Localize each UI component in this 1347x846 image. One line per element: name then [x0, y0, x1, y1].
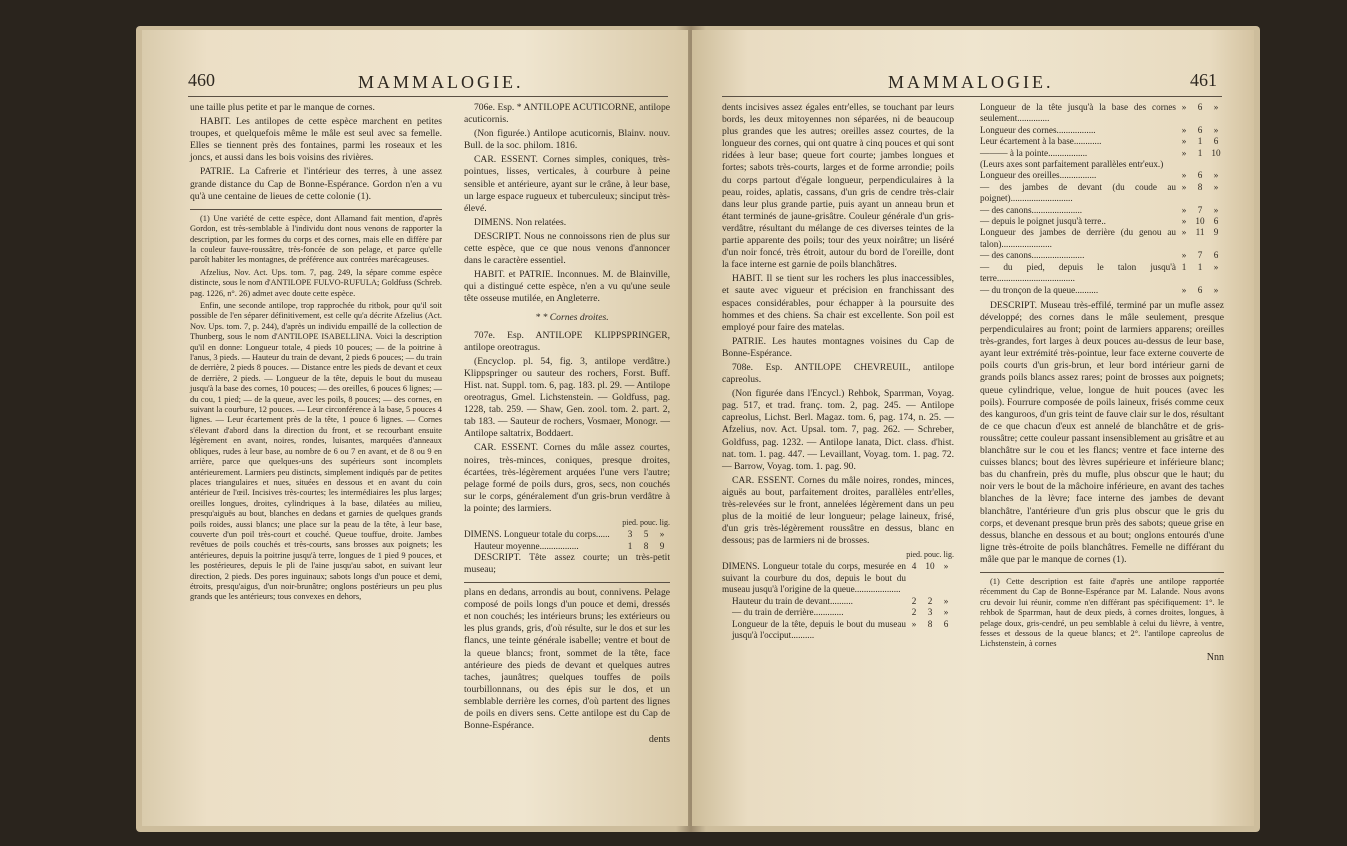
signature-mark: Nnn: [1206, 651, 1224, 663]
left-page: [142, 30, 688, 826]
species-heading: 707e. Esp. ANTILOPE KLIPPSPRINGER, antilope oreotragus.: [464, 329, 670, 353]
paragraph-descript: DESCRIPT. Nous ne connoissons rien de plus sur cette espèce, que ce que nous venons d'annoncer dans le caractère essentiel.: [464, 230, 670, 267]
paragraph-car-essent: CAR. ESSENT. Cornes simples, coniques, très-pointues, lisses, verticales, à courbure à peine sensible et antérieure, ayant sur le crâne, à leur base, un large espace rugueux et tuberculeux; sinciput très-élevé.: [464, 154, 670, 214]
right-page: [692, 30, 1254, 826]
table-row: Longueur de la tête, depuis le bout du museau jusqu'à l'occiput.......... » 8 6: [732, 618, 949, 640]
paragraph-car-essent: CAR. ESSENT. Cornes du mâle assez courtes, noires, très-minces, coniques, presque droites, écartées, très-légèrement arquées l'une vers l'autre; pelage formé de poils durs, gros, secs, non couchés sur le corps, généralement d'un gris-brun verdâtre à la pointe; des larmiers.: [464, 442, 670, 514]
left-running-head: MAMMALOGIE.: [358, 72, 524, 92]
paragraph-dimens: DIMENS. Non relatées.: [474, 216, 567, 228]
footnote: (1) Cette description est faite d'après une antilope rapportée récemment du Cap de Bonne-Espérance par M. Lalande. Nous avons cru devoir lui réunir, comme n'en différant pas spécifiquement: 1°. le rehbok de Sparrman, haut de deux pieds, à cornes droites, longues, à pelage doux, gris-cendré, un peu semblable à celui du lièvre, à ventre, fesses et dessous de la queue blancs; et 2°. l'antilope capreolus de Lichstenstein, à cornes: [980, 576, 1224, 649]
footnote: (1) Une variété de cette espèce, dont Allamand fait mention, d'après Gordon, est très-semblable à l'individu dont nous venons de rapporter la description, par les formes du corps et des cornes, mais elle en diffère par la couleur fauve-roussâtre, très-foncée de son pelage, et parce qu'elle paroît habiter les montagnes, de préférence aux contrées marécageuses.: [190, 213, 442, 265]
paragraph-habit: HABIT. Les antilopes de cette espèce marchent en petites troupes, et quelquefois même le mâle est seul avec sa femelle. Elles se tiennent près des fontaines, parmi les roseaux et les joncs, et aussi dans les bois voisins des rivières.: [190, 116, 442, 164]
footnote: Afzelius, Nov. Act. Ups. tom. 7, pag. 249, la sépare comme espèce distincte, sous le nom d'ANTILOPE FULVO-RUFULA; Goldfuss (Schreb. pag. 1226, n°. 26) admet avec doute cette espèce.: [190, 267, 442, 298]
right-page-number: 461: [1190, 70, 1217, 90]
synonymy: (Encyclop. pl. 54, fig. 3, antilope verdâtre.) Klippspringer ou sauteur des rochers, Forst. Buff. Hist. nat. Suppl. tom. 6, pag. 183. pl. 29. — Antilope oreotragus, Gmel. Lichstenstein. — Goldfuss, pag. 1228, tab. 259. — Shaw, Gen. zool. tom. 2. part. 2, tab 183. — Sauteur de rochers, Vosmaer, Monogr. — Antilope saltatrix, Boddaert.: [464, 355, 670, 440]
table-row: — des canons...................... » 7 »: [980, 204, 1219, 215]
section-title: * * Cornes droites.: [535, 311, 609, 323]
footnote-rule: [190, 209, 442, 210]
species-heading: 708e. Esp. ANTILOPE CHEVREUIL, antilope capreolus.: [722, 361, 954, 386]
table-row: Longueur des cornes................. » 6 »: [980, 124, 1219, 135]
footnote-rule: [980, 572, 1224, 573]
paragraph-habit: HABIT. et PATRIE. Inconnues. M. de Blainville, qui a distingué cette espèce, n'en a vu qu'une seule tête osseuse mutilée, en Angleterre.: [464, 269, 670, 305]
open-book: [136, 26, 1260, 832]
table-row: Leur écartement à la base............ » 1 6: [980, 136, 1219, 147]
table-row: — du pied, depuis le talon jusqu'à terre.................................. 1 1 »: [980, 261, 1219, 284]
table-row: Hauteur du train de devant.......... 2 2 »: [732, 595, 949, 606]
left-head-rule: [188, 96, 668, 97]
table-row: Longueur des oreilles................ » 6 »: [980, 170, 1219, 181]
table-row: (Leurs axes sont parfaitement parallèles entr'eux.): [980, 159, 1164, 170]
paragraph-descript: DESCRIPT. Museau très-effilé, terminé par un mufle assez développé; des cornes dans le mâle seulement, presque perpendiculaires au front; point de larmiers apparens; oreilles très-grandes, fort larges à deux pouces au-dessus de leur base, ayant leur extrémité très-pointue, leur face externe couverte de poils courts d'un gris-brun, et leur bord intérieur garni de grands poils blancs assez rares; point de brosses aux poignets; queue cylindrique, velue, longue de huit pouces (avec les poils). Fourrure composée de poils laineux, frisés comme ceux des kanguroos, d'un gris teint de fauve clair sur le dos, résultant de ce que chacun d'eux est annelé de blanchâtre et de gris-roussâtre; cette couleur passant insensiblement au grisâtre et au blanchâtre sur le cou et les flancs; ventre et face interne des cuisses blancs; bout des lèvres supérieure et inférieure blanc; bas du chanfrein, près du mufle, plus obscur que le haut; du noir vers le bout de la mâchoire inférieure, en avant des taches blanches de la lèvre; face interne des jambes de devant blanchâtre, l'antérieure d'un gris plus obscur que le gris du corps, et devenant presque brun près des sabots; queue grise en dessus, blanche en dessous et au bout; onglons entourés d'une ligne très-étroite de poils blanchâtres. Femelle ne différant du mâle que par le manque de cornes (1).: [980, 299, 1224, 565]
catchword: dents: [648, 734, 670, 746]
dimension-table: [464, 529, 670, 552]
table-row: DIMENS. Longueur totale du corps...... 3 5 »: [464, 529, 665, 540]
table-row: — des canons....................... » 7 6: [980, 250, 1219, 261]
table-row: DIMENS. Longueur totale du corps, mesurée en suivant la courbure du dos, depuis le bout du museau jusqu'à l'origine de la queue.................... 4 10 »: [722, 561, 949, 595]
species-heading: 706e. Esp. * ANTILOPE ACUTICORNE, antilope acuticornis.: [464, 102, 670, 126]
table-row: Longueur de la tête jusqu'à la base des cornes seulement.............. » 6 »: [980, 102, 1219, 124]
table-row: — depuis le poignet jusqu'à terre.. » 10 6: [980, 216, 1219, 227]
footnote: Enfin, une seconde antilope, trop rapprochée du ritbok, pour qu'il soit possible de l'en séparer définitivement, est celle qu'a décrite Afzelius (Act. Nov. Ups. tom. 7, p. 244), d'après un individu empaillé de la collection de Thunberg, sous le nom d'ANTILOPE ISABELLINA. Voici la description qu'il en donne: Longueur totale, 4 pieds 10 pouces; — de la poitrine à l'anus, 3 pieds. — Hauteur du train de devant, 2 pieds 6 pouces; — du train de derrière, 2 pieds 8 pouces. — Distance entre les pieds de devant et ceux de derrière, 2 pieds. — Longueur de la tête, depuis le bout du museau jusqu'à la base des cornes, 10 pouces; — des oreilles, 6 pouces 6 lignes; — du cou, 1 pied; — de la queue, avec les poils, 8 pouces; — des cornes, en suivant la courbure, 12 pouces. — Leur circonférence à la base, 5 pouces 4 lignes. — Leur écartement près de la tête, 1 pouce 6 lignes. — Cornes s'élevant d'abord dans la direction du front, et se recourbant ensuite légèrement en avant, noires, rondes, luisantes, marquées d'anneaux obliques, rudes à leur base, au nombre de 6 ou 7 en avant, et de 8 ou 9 en arrière, parce que quelques-uns des supérieurs sont incomplets antérieurement. Larmiers peu distincts, simplement indiqués par de petites places triangulaires et nues, situées en dessous et en avant du coin antérieur de l'œil. Incisives très-courtes; les intermédiaires les plus larges; oreilles longues, droites, cylindriques à la base, dilatées au milieu, presqu'aiguës au bout, blanches en dedans et garnies de quelques grands poils roides, aussi blancs; une place sur la peau de la tête, à leur base, couverte d'un poil très-court et couché. Queue touffue, droite. Jambes revêtues de poils couchés et très-courts, sans brosses aux poignets; les antérieures, depuis la poitrine jusqu'à terre, longues de 1 pied 9 pouces, et les postérieures, depuis le pli de l'aine jusqu'au sabot, en suivant leur direction, 2 pieds. Des pores inguinaux; sabots longs d'un pouce et demi, étroits, presqu'aigus, d'un noir-brunâtre; onglons postérieurs un peu plus grands que les antérieurs; tous convexes en dehors,: [190, 301, 442, 602]
left-column-2: [464, 102, 670, 746]
paragraph-descript: DESCRIPT. Tête assez courte; un très-petit museau;: [464, 551, 670, 575]
table-row: Longueur des jambes de derrière (du genou au talon)...................... » 11 9: [980, 227, 1219, 249]
right-head-rule: [722, 96, 1222, 97]
paragraph-continued: dents incisives assez égales entr'elles, se touchant par leurs bords, les deux mitoyennes non séparées, ni de beaucoup plus grandes que les autres; oreilles assez courtes, de la longueur des cornes, qui ont quatre à cinq pouces et qui sont ridées à leur base; queue fort courte; jambes longues et fortes; sabots très-courts, larges et de forme arrondie; poils du corps partout d'égale longueur, perpendiculaires à la peau, roides, aplatis, cassans, d'un gris de cendre très-clair dans leur plus grande partie, puis ayant un anneau brun et étant terminés de jaune-grisâtre. Couleur générale d'un gris-verdâtre, résultant du mélange de ces diverses teintes de la partie apparente des poils; tour des yeux noirâtre; un liséré d'un noir foncé, très étroit, autour du bord de l'oreille, dont la face interne est garnie de poils blanchâtres.: [722, 102, 954, 271]
paragraph-habit: HABIT. Il se tient sur les rochers les plus inaccessibles, et saute avec vigueur et précision en franchissant des espaces considérables, pour échapper à la poursuite des hommes et des chiens. Sa chair est excellente. Son poil est employé pour faire des matelas.: [722, 273, 954, 333]
paragraph-patrie: PATRIE. La Cafrerie et l'intérieur des terres, à une assez grande distance du Cap de Bonne-Espérance. Gordon n'en a vu qu'à une centaine de lieues de cette colonie (1).: [190, 166, 442, 202]
dimension-units: pied. pouc. lig.: [906, 550, 954, 560]
synonymy: (Non figurée dans l'Encycl.) Rehbok, Sparrman, Voyag. pag. 517, et trad. franç. tom. 2, pag. 245. — Antilope capreolus, Lichst. Berl. Magaz. tom. 6, pag. 174, n. 25. — Afzelius, nov. Act. Upsal. tom. 7, pag. 262. — Schreber, Goldfuss, pag. 1232. — Antilope lanata, Dict. class. d'hist. nat. tom. 1. pag. 447. — Levaillant, Voyag. tom. 1. pag. 72. — Barrow, Voyag. tom. 1. pag. 90.: [722, 388, 954, 472]
left-page-number: 460: [188, 70, 215, 90]
right-column-1: [722, 102, 954, 641]
paragraph: une taille plus petite et par le manque de cornes.: [190, 102, 375, 113]
column-rule: [464, 582, 670, 583]
table-row: — du train de derrière............. 2 3 »: [732, 607, 949, 618]
dimension-table-continued: [980, 102, 1224, 296]
paragraph-patrie: PATRIE. Les hautes montagnes voisines du Cap de Bonne-Espérance.: [722, 335, 954, 359]
paragraph-continued: plans en dedans, arrondis au bout, connivens. Pelage composé de poils longs d'un pouce et demi, dressés et non couchés; les intérieurs bruns; les extérieurs ou les plus grands, gris, d'où résulte, sur le dos et sur les flancs, une teinte générale isabelle; ventre et bout de la queue blancs; front, sommet de la tête, face antérieure des pieds de devant et quelques autres taches, jaunâtres; quelques touffes de poils tourbillonnans, ou des épis sur le dos, et un semblable derrière les cornes, d'où partent des lignes de poils en divers sens. Cette antilope est du Cap de Bonne-Espérance.: [464, 587, 670, 732]
right-column-2: [980, 102, 1224, 664]
table-row: ——— à la pointe................. » 1 10: [980, 147, 1221, 158]
right-running-head: MAMMALOGIE.: [888, 72, 1054, 92]
dimension-table: [722, 561, 954, 641]
left-column-1: [190, 102, 442, 605]
table-row: Hauteur moyenne................. 1 8 9: [474, 540, 665, 551]
table-row: — des jambes de devant (du coude au poignet)........................... » 8 »: [980, 181, 1219, 204]
synonymy: (Non figurée.) Antilope acuticornis, Blainv. nouv. Bull. de la soc. philom. 1816.: [464, 128, 670, 152]
table-row: — du tronçon de la queue.......... » 6 »: [980, 284, 1219, 295]
dimension-units: pied. pouc. lig.: [622, 518, 670, 527]
paragraph-car-essent: CAR. ESSENT. Cornes du mâle noires, rondes, minces, aiguës au bout, parfaitement droites, parallèles entr'elles, très-relevées sur le front, annelées légèrement dans un peu plus de la moitié de leur longueur; pelage laineux, frisé, d'un gris très-légèrement roussâtre en dessus, blanc en dessous; pas de larmiers ni de brosses.: [722, 474, 954, 547]
